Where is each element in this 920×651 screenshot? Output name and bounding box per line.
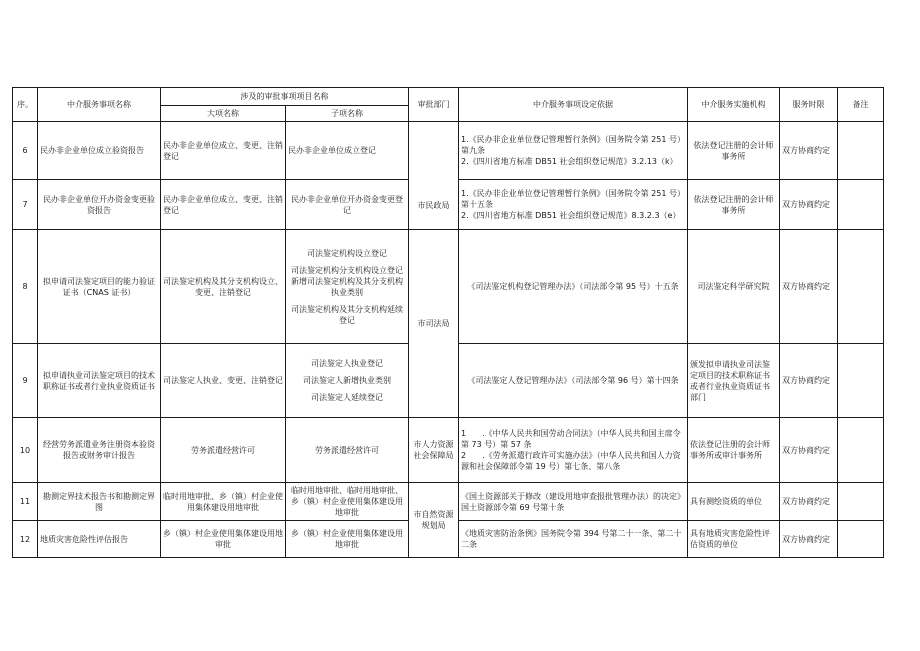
sub-item: 司法鉴定机构及其分支机构延续登记 <box>291 304 403 325</box>
header-seq: 序。 <box>13 88 38 122</box>
row-item: 拟申请司法鉴定项目的能力验证证书（CNAS 证书） <box>38 230 161 344</box>
header-provider: 中介服务实施机构 <box>688 88 780 122</box>
table-row <box>13 418 884 483</box>
header-note: 备注 <box>838 88 884 122</box>
row-time: 双方协商约定 <box>780 122 838 180</box>
header-basis: 中介服务事项设定依据 <box>459 88 688 122</box>
row-basis: 《地质灾害防治条例》国务院令第 394 号第二十一条、第二十二条 <box>459 521 688 558</box>
row-no: 7 <box>13 180 38 230</box>
row-sub-list <box>286 230 409 344</box>
row-provider: 依法登记注册的会计师事务所 <box>688 122 780 180</box>
row-item: 勘测定界技术报告书和勘测定界图 <box>38 483 161 521</box>
header-service-item: 中介服务事项名称 <box>38 88 161 122</box>
row-no: 9 <box>13 344 38 418</box>
row-major: 临时用地审批、乡（镇）村企业使用集体建设用地审批 <box>161 483 286 521</box>
row-basis: 《国土资源部关于修改（建设用地审查报批管理办法）的决定》国土资源部令第 69 号第十条 <box>459 483 688 521</box>
header-row <box>13 88 884 106</box>
row-sub: 乡（镇）村企业使用集体建设用地审批 <box>286 521 409 558</box>
dept-land: 市自然资源规划局 <box>409 483 459 558</box>
row-major: 司法鉴定机构及其分支机构设立、变更、注销登记 <box>161 230 286 344</box>
row-no: 8 <box>13 230 38 344</box>
row-time: 双方协商约定 <box>780 180 838 230</box>
row-provider: 具有测绘资质的单位 <box>688 483 780 521</box>
header-involved-group: 涉及的审批事项项目名称 <box>161 88 409 106</box>
row-major: 民办非企业单位成立、变更、注销登记 <box>161 122 286 180</box>
row-item: 民办非企业单位成立验资报告 <box>38 122 161 180</box>
row-note <box>838 483 884 521</box>
row-time: 双方协商约定 <box>780 418 838 483</box>
row-provider: 依法登记注册的会计师事务所或审计事务所 <box>688 418 780 483</box>
row-time: 双方协商约定 <box>780 521 838 558</box>
row-time: 双方协商约定 <box>780 483 838 521</box>
sub-item: 司法鉴定人新增执业类别 <box>303 376 391 385</box>
row-no: 11 <box>13 483 38 521</box>
row-no: 12 <box>13 521 38 558</box>
row-sub: 民办非企业单位开办资金变更登记 <box>286 180 409 230</box>
row-note <box>838 521 884 558</box>
row-no: 6 <box>13 122 38 180</box>
row-sub: 临时用地审批、临时用地审批、乡（镇）村企业使用集体建设用地审批 <box>286 483 409 521</box>
row-sub-list <box>286 344 409 418</box>
row-note <box>838 344 884 418</box>
header-major-item: 大项名称 <box>161 106 286 122</box>
row-item: 地质灾害危险性评估报告 <box>38 521 161 558</box>
row-sub: 劳务派遣经营许可 <box>286 418 409 483</box>
row-major: 民办非企业单位成立、变更、注销登记 <box>161 180 286 230</box>
sub-item: 司法鉴定机构分支机构设立登记 <box>291 265 403 275</box>
row-time: 双方协商约定 <box>780 230 838 344</box>
row-item: 经营劳务派遣业务注册资本验资报告或财务审计报告 <box>38 418 161 483</box>
row-time: 双方协商约定 <box>780 344 838 418</box>
table-row <box>13 122 884 180</box>
row-basis: 1.《民办非企业单位登记管理暂行条例》（国务院令第 251 号）第十五条 2.《四川省地方标准 DB51 社会组织登记规范》8.3.2.3（e） <box>459 180 688 230</box>
sub-item: 司法鉴定人延续登记 <box>311 393 383 402</box>
intermediary-services-table <box>12 87 884 558</box>
sub-item: 司法鉴定人执业登记 <box>311 359 383 368</box>
row-provider: 依法登记注册的会计师事务所 <box>688 180 780 230</box>
row-provider: 具有地质灾害危险性评估资质的单位 <box>688 521 780 558</box>
dept-hr: 市人力资源社会保障局 <box>409 418 459 483</box>
row-major: 司法鉴定人执业、变更、注销登记 <box>161 344 286 418</box>
dept-civil: 市民政局 <box>409 122 459 230</box>
sub-item: 司法鉴定机构设立登记 <box>307 248 387 258</box>
row-no: 10 <box>13 418 38 483</box>
row-basis: 1 .《中华人民共和国劳动合同法》（中华人民共和国主席令第 73 号）第 57 条 2 .《劳务派遣行政许可实施办法》（中华人民共和国人力资源和社会保障部令第 19 号）第七条、第八条 <box>459 418 688 483</box>
dept-justice: 市司法局 <box>409 230 459 418</box>
table-row <box>13 230 884 344</box>
row-major: 劳务派遣经营许可 <box>161 418 286 483</box>
row-note <box>838 230 884 344</box>
header-dept: 审批部门 <box>409 88 459 122</box>
row-note <box>838 180 884 230</box>
row-basis: 《司法鉴定机构登记管理办法》（司法部令第 95 号）十五条 <box>459 230 688 344</box>
table-row <box>13 483 884 521</box>
row-basis: 1.《民办非企业单位登记管理暂行条例》（国务院令第 251 号）第九条 2.《四川省地方标准 DB51 社会组织登记规范》3.2.13（k） <box>459 122 688 180</box>
row-item: 拟申请执业司法鉴定项目的技术职称证书或者行业执业资质证书 <box>38 344 161 418</box>
header-sub-item: 子项名称 <box>286 106 409 122</box>
row-note <box>838 418 884 483</box>
row-basis: 《司法鉴定人登记管理办法》（司法部令第 96 号）第十四条 <box>459 344 688 418</box>
row-major: 乡（镇）村企业使用集体建设用地审批 <box>161 521 286 558</box>
sub-item: 新增司法鉴定机构及其分支机构执业类别 <box>291 276 403 297</box>
header-time-limit: 服务时限 <box>780 88 838 122</box>
row-note <box>838 122 884 180</box>
row-provider: 颁发拟申请执业司法鉴定项目的技术职称证书或者行业执业资质证书部门 <box>688 344 780 418</box>
row-item: 民办非企业单位开办资金变更验资报告 <box>38 180 161 230</box>
row-sub: 民办非企业单位成立登记 <box>286 122 409 180</box>
row-provider: 司法鉴定科学研究院 <box>688 230 780 344</box>
